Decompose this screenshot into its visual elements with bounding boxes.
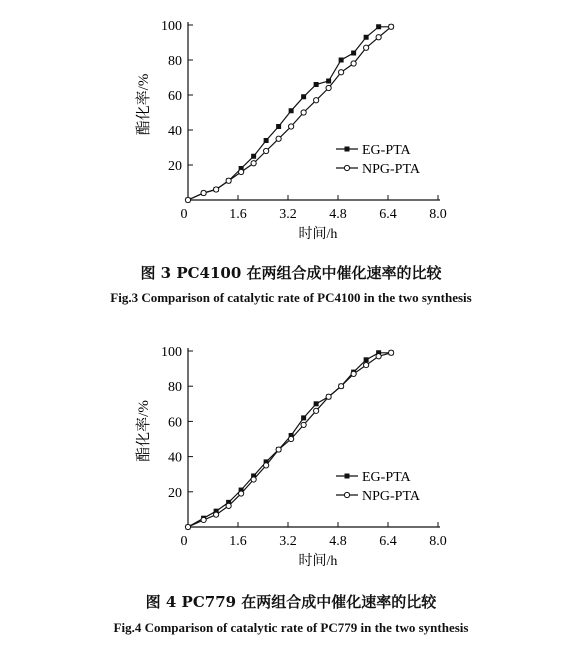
legend-label: NPG-PTA xyxy=(362,162,420,177)
y-tick-label: 60 xyxy=(168,415,182,431)
data-point xyxy=(264,463,269,468)
y-tick-label: 80 xyxy=(168,54,182,69)
data-point xyxy=(239,491,244,496)
data-point xyxy=(314,401,319,406)
legend-marker xyxy=(344,492,349,497)
data-point xyxy=(239,169,244,174)
y-axis-label: 酯化率/% xyxy=(136,400,152,462)
data-point xyxy=(264,138,269,143)
data-point xyxy=(289,124,294,129)
data-point xyxy=(226,178,231,183)
data-point xyxy=(301,422,306,427)
x-tick-label: 0 xyxy=(180,207,188,222)
chart-fig3 xyxy=(0,0,582,258)
data-point xyxy=(214,512,219,517)
legend-marker xyxy=(344,165,349,170)
caption-fig3-cn: 图 3 PC4100 在两组合成中催化速率的比较 xyxy=(140,264,442,282)
data-point xyxy=(351,51,356,56)
y-tick-label: 100 xyxy=(161,345,182,360)
y-tick-label: 40 xyxy=(168,450,182,466)
data-point xyxy=(251,477,256,482)
y-tick-label: 100 xyxy=(161,19,182,34)
data-point xyxy=(326,79,331,84)
data-point xyxy=(314,82,319,87)
x-tick-label: 1.6 xyxy=(229,207,247,222)
data-point xyxy=(276,124,281,129)
data-point xyxy=(339,70,344,75)
data-point xyxy=(314,98,319,103)
data-point xyxy=(301,94,306,99)
figure-4 xyxy=(0,326,582,652)
data-point xyxy=(339,58,344,63)
data-point xyxy=(389,350,394,355)
y-tick-label: 20 xyxy=(168,485,182,501)
x-tick-label: 6.4 xyxy=(379,207,397,222)
data-point xyxy=(226,503,231,508)
data-point xyxy=(264,148,269,153)
data-point xyxy=(351,61,356,66)
x-axis-label: 时间/h xyxy=(298,227,338,242)
data-point xyxy=(214,187,219,192)
data-point xyxy=(351,371,356,376)
data-point xyxy=(376,35,381,40)
data-point xyxy=(364,357,369,362)
data-point xyxy=(276,447,281,452)
data-point xyxy=(364,362,369,367)
data-point xyxy=(301,415,306,420)
x-tick-label: 4.8 xyxy=(329,207,347,222)
chart-fig4 xyxy=(0,326,582,588)
data-point xyxy=(326,85,331,90)
y-tick-label: 60 xyxy=(168,89,182,104)
x-axis-label: 时间/h xyxy=(298,554,338,569)
data-point xyxy=(339,384,344,389)
y-tick-label: 40 xyxy=(168,124,182,139)
data-point xyxy=(276,136,281,141)
data-point xyxy=(326,394,331,399)
data-point xyxy=(201,190,206,195)
y-tick-label: 20 xyxy=(168,159,182,174)
x-tick-label: 1.6 xyxy=(229,534,247,549)
data-point xyxy=(314,408,319,413)
data-point xyxy=(251,161,256,166)
legend-label: NPG-PTA xyxy=(362,489,420,504)
x-tick-label: 6.4 xyxy=(379,534,397,549)
data-point xyxy=(185,524,190,529)
legend-marker xyxy=(345,474,350,479)
legend-label: EG-PTA xyxy=(362,470,411,485)
x-tick-label: 3.2 xyxy=(279,534,297,549)
data-point xyxy=(289,108,294,113)
y-tick-label: 80 xyxy=(168,380,182,396)
legend-marker xyxy=(345,147,350,152)
data-point xyxy=(364,45,369,50)
x-tick-label: 8.0 xyxy=(429,207,447,222)
x-tick-label: 4.8 xyxy=(329,534,347,549)
data-point xyxy=(289,436,294,441)
y-axis-label: 酯化率/% xyxy=(136,73,152,136)
data-point xyxy=(201,517,206,522)
x-tick-label: 8.0 xyxy=(429,534,447,549)
series-line-eg-pta xyxy=(188,27,391,200)
caption-fig4-cn: 图 4 PC779 在两组合成中催化速率的比较 xyxy=(145,593,437,611)
data-point xyxy=(251,154,256,159)
data-point xyxy=(185,197,190,202)
data-point xyxy=(364,35,369,40)
data-point xyxy=(301,110,306,115)
caption-fig4-en: Fig.4 Comparison of catalytic rate of PC779 in the two synthesis xyxy=(113,620,469,635)
data-point xyxy=(376,24,381,29)
data-point xyxy=(389,24,394,29)
x-tick-label: 3.2 xyxy=(279,207,297,222)
legend-label: EG-PTA xyxy=(362,143,411,158)
x-tick-label: 0 xyxy=(180,534,188,549)
data-point xyxy=(376,354,381,359)
caption-fig3-en: Fig.3 Comparison of catalytic rate of PC4100 in the two synthesis xyxy=(110,290,472,305)
